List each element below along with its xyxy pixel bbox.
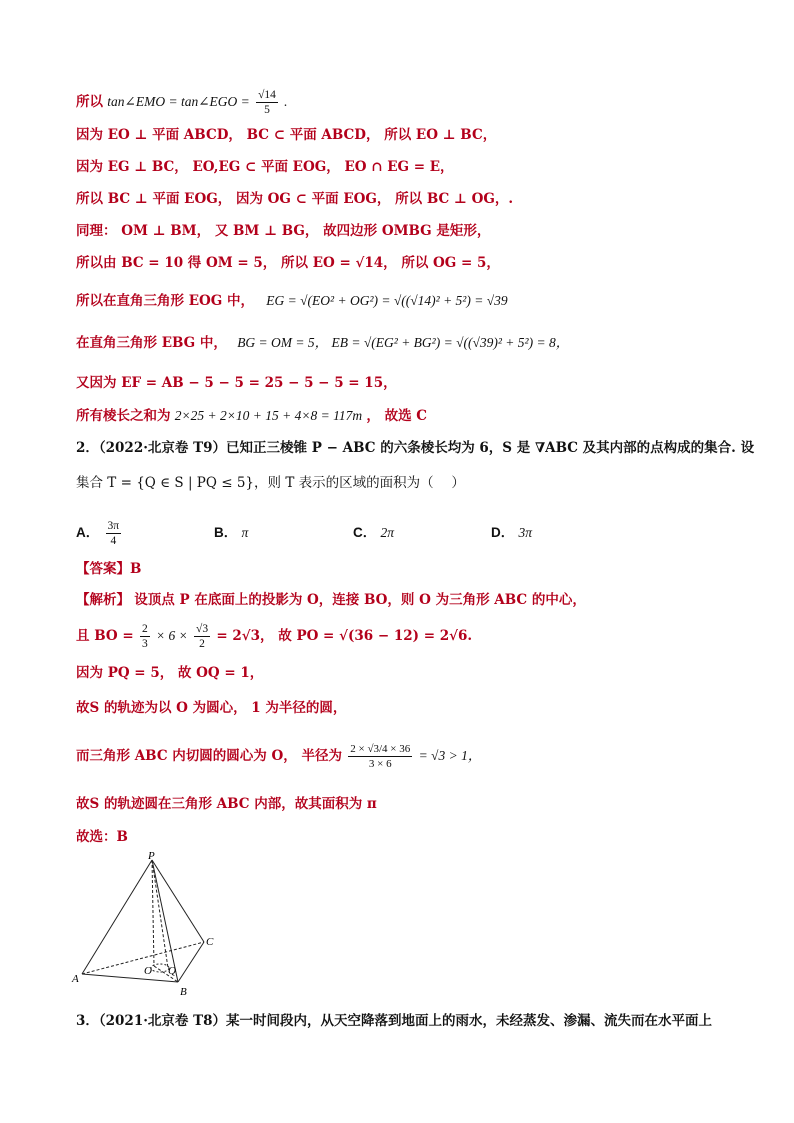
- answer-line: 【答案】B: [76, 561, 142, 577]
- pyramid-figure: [70, 850, 230, 1000]
- fraction-sqrt14-over-5: $\frac{√14}{5}$: [258, 89, 276, 116]
- solution-line-8: 在直角三角形 EBG 中， BG = OM = 5， EB = √(EG² + BG²) = √((√39)² + 5²) = 8，: [76, 335, 570, 351]
- solution-line-6: 所以由 BC = 10 得 OM = 5， 所以 EO = √14， 所以 OG = 5，: [76, 255, 500, 271]
- height-po: [152, 860, 154, 966]
- option-d[interactable]: D． 3π: [491, 525, 533, 540]
- solution-line-10: 所有棱长之和为 2×25 + 2×10 + 15 + 4×8 = 117m ， 故选 C: [76, 408, 428, 424]
- label-q: Q: [168, 965, 176, 977]
- solution-line-4: 所以 BC ⊥ 平面 EOG， 因为 OG ⊂ 平面 EOG， 所以 BC ⊥ OG，.: [76, 191, 514, 207]
- edge-pa: [82, 860, 152, 974]
- choose-line: 故选：B: [76, 829, 128, 845]
- solution-line-2: 因为 EO ⊥ 平面 ABCD， BC ⊂ 平面 ABCD， 所以 EO ⊥ BC，: [76, 127, 497, 143]
- option-b[interactable]: B． π: [214, 525, 249, 540]
- locus-circle: [151, 964, 169, 972]
- question-2-stem-line-2: 集合 T = {Q ∈ S | PQ ≤ 5}，则 T 表示的区域的面积为（ ）: [76, 475, 465, 491]
- analysis-line-4: 故S 的轨迹为以 O 为圆心， 1 为半径的圆，: [76, 700, 347, 716]
- label-b: B: [180, 986, 187, 998]
- edge-pc: [152, 860, 204, 942]
- analysis-line-2: 且 BO = $\frac{2}{3}$ × 6 × $\frac{√3}{2}$ = 2√3， 故 PO = √(36 − 12) = 2√6.: [76, 623, 473, 650]
- segment-pq: [152, 860, 168, 968]
- edge-bc: [178, 942, 204, 982]
- label-c: C: [206, 936, 214, 948]
- label-o: O: [144, 965, 152, 977]
- analysis-line-3: 因为 PQ = 5， 故 OQ = 1，: [76, 665, 264, 681]
- analysis-line-5: 而三角形 ABC 内切圆的圆心为 O， 半径为 $\frac{2 \times √3/4 \times 36}{3 \times 6}$ = √3 > 1，: [76, 743, 482, 770]
- solution-line-3: 因为 EG ⊥ BC， EO,EG ⊂ 平面 EOG， EO ∩ EG = E，: [76, 159, 454, 175]
- analysis-line-6: 故S 的轨迹圆在三角形 ABC 内部，故其面积为 π: [76, 796, 377, 812]
- question-3-stem: 3．（2021·北京卷 T8）某一时间段内，从天空降落到地面上的雨水，未经蒸发、渗漏、流失而在水平面上: [76, 1013, 713, 1029]
- analysis-line-1: 【解析】 设顶点 P 在底面上的投影为 O，连接 BO，则 O 为三角形 ABC 的中心，: [76, 592, 586, 608]
- solution-line-9: 又因为 EF = AB − 5 − 5 = 25 − 5 − 5 = 15，: [76, 375, 397, 391]
- edge-ac-hidden: [82, 942, 204, 974]
- solution-line-7: 所以在直角三角形 EOG 中， EG = √(EO² + OG²) = √((√14)² + 5²) = √39: [76, 293, 508, 309]
- question-2-stem-line-1: 2．（2022·北京卷 T9）已知正三棱锥 P − ABC 的六条棱长均为 6，S 是 ∇ABC 及其内部的点构成的集合. 设: [76, 440, 755, 456]
- label-p: P: [148, 850, 155, 862]
- edge-pb: [152, 860, 178, 982]
- option-a[interactable]: A． $\frac{3\pi}{4}$: [76, 520, 120, 547]
- solution-line-5: 同理： OM ⊥ BM， 又 BM ⊥ BG， 故四边形 OMBG 是矩形，: [76, 223, 491, 239]
- solution-line-1: 所以 tan∠EMO = tan∠EGO = $\frac{√14}{5}$ .: [76, 89, 288, 116]
- edge-ab: [82, 974, 178, 982]
- option-c[interactable]: C． 2π: [353, 525, 395, 540]
- label-a: A: [72, 973, 79, 985]
